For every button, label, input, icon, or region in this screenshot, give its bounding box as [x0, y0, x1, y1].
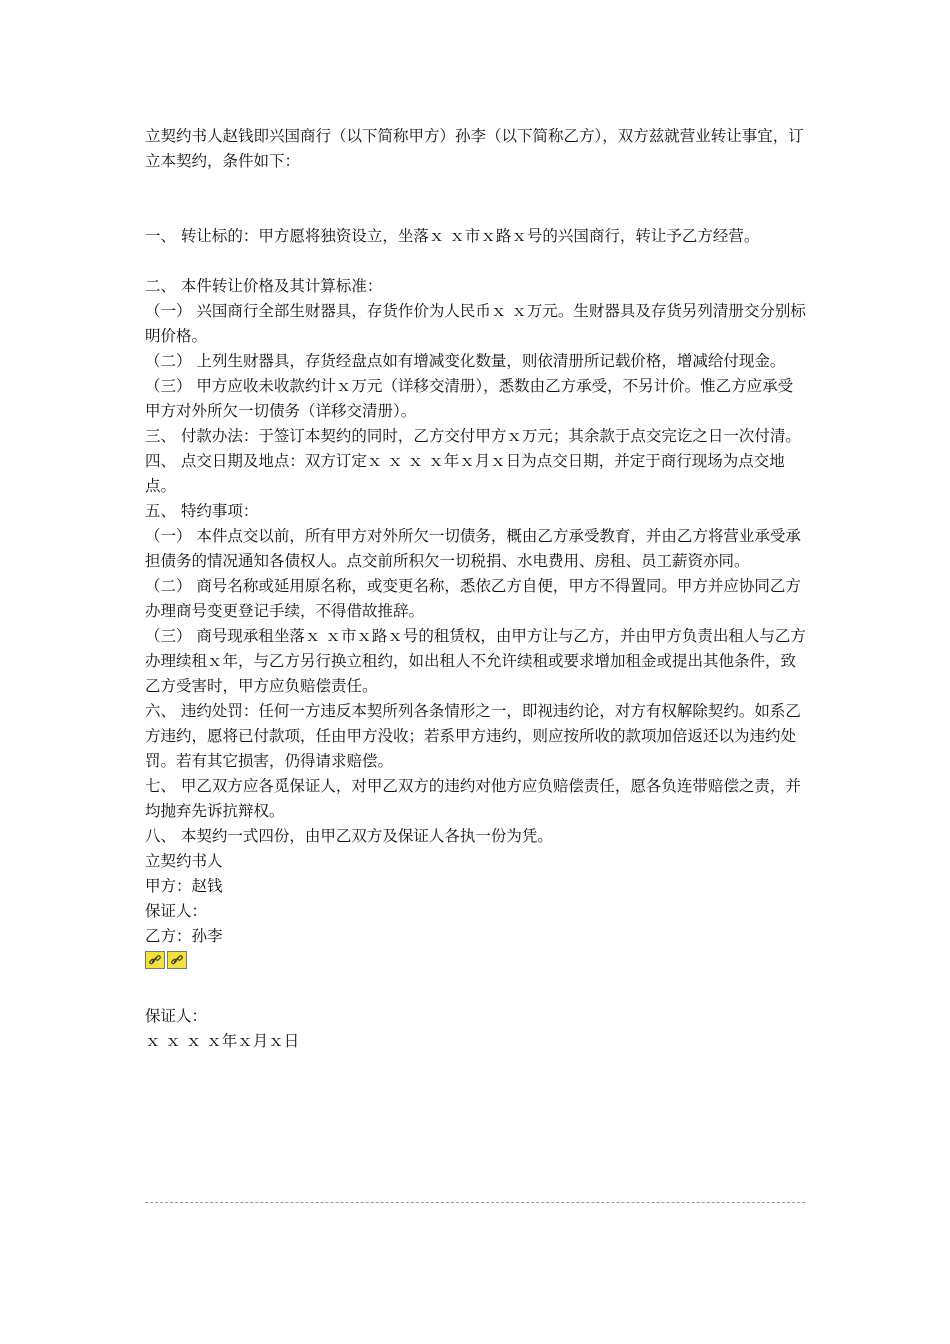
bottom-divider: [145, 1202, 805, 1203]
clause-8: 八、 本契约一式四份，由甲乙双方及保证人各执一份为凭。: [145, 827, 553, 845]
clause-5: 五、 特约事项：: [145, 502, 259, 520]
clause-2-3: （三） 甲方应收未收款约计ｘ万元（详移交清册），悉数由乙方承受，不另计价。惟乙方应承受甲方对外所欠一切债务（详移交清册）。: [145, 377, 794, 420]
clause-3: 三、 付款办法：于签订本契约的同时，乙方交付甲方ｘ万元；其余款于点交完讫之日一次付清。: [145, 427, 801, 445]
clause-5-1: （一） 本件点交以前，所有甲方对外所欠一切债务，概由乙方承受教育，并由乙方将营业承受承担债务的情况通知各债权人。点交前所积欠一切税捐、水电费用、房租、员工薪资亦同。: [145, 527, 801, 570]
link-icon-glyph: [148, 953, 162, 967]
clause-4: 四、 点交日期及地点：双方订定ｘ ｘ ｘ ｘ年ｘ月ｘ日为点交日期，并定于商行现场为点交地点。: [145, 452, 785, 495]
clause-5-2: （二） 商号名称或延用原名称，或变更名称，悉依乙方自便，甲方不得置同。甲方并应协同乙方办理商号变更登记手续，不得借故推辞。: [145, 577, 801, 620]
clause-1: 一、 转让标的：甲方愿将独资设立，坐落ｘ ｘ市ｘ路ｘ号的兴国商行，转让予乙方经营。: [145, 227, 760, 245]
guarantor-signature-1: 保证人：: [145, 902, 208, 920]
contract-document: [145, 124, 807, 1054]
party-a-signature: 甲方：赵钱: [145, 877, 223, 895]
embedded-icons: [145, 950, 807, 970]
contract-intro: 立契约书人赵钱即兴国商行（以下简称甲方）孙李（以下简称乙方），双方兹就营业转让事宜，订立本契约，条件如下：: [145, 127, 804, 170]
guarantor-signature-2: 保证人：: [145, 1007, 208, 1025]
signer-title: 立契约书人: [145, 852, 223, 870]
clause-5-3: （三） 商号现承租坐落ｘ ｘ市ｘ路ｘ号的租赁权，由甲方让与乙方，并由甲方负责出租人与乙方办理续租ｘ年，与乙方另行换立租约，如出租人不允许续租或要求增加租金或提出其他条件，致乙方受害时，甲方应负赔偿责任。: [145, 627, 806, 695]
clause-2-2: （二） 上列生财器具，存货经盘点如有增减变化数量，则依清册所记载价格，增减给付现金。: [145, 352, 786, 370]
clause-7: 七、 甲乙双方应各觅保证人，对甲乙双方的违约对他方应负赔偿责任，愿各负连带赔偿之责，并均抛弃先诉抗辩权。: [145, 777, 801, 820]
clause-6: 六、 违约处罚：任何一方违反本契所列各条情形之一，即视违约论，对方有权解除契约。如系乙方违约，愿将已付款项，任由甲方没收；若系甲方违约，则应按所收的款项加倍返还以为违约处罚。若有其它损害，仍得请求赔偿。: [145, 702, 801, 770]
link-icon-glyph: [170, 953, 184, 967]
party-b-signature: 乙方：孙李: [145, 927, 223, 945]
clause-2-1: （一） 兴国商行全部生财器具，存货作价为人民币ｘ ｘ万元。生财器具及存货另列清册交分别标明价格。: [145, 302, 806, 345]
link-icon[interactable]: [145, 951, 165, 969]
signing-date: ｘ ｘ ｘ ｘ年ｘ月ｘ日: [145, 1032, 300, 1050]
link-icon[interactable]: [167, 951, 187, 969]
clause-2: 二、 本件转让价格及其计算标准：: [145, 277, 383, 295]
